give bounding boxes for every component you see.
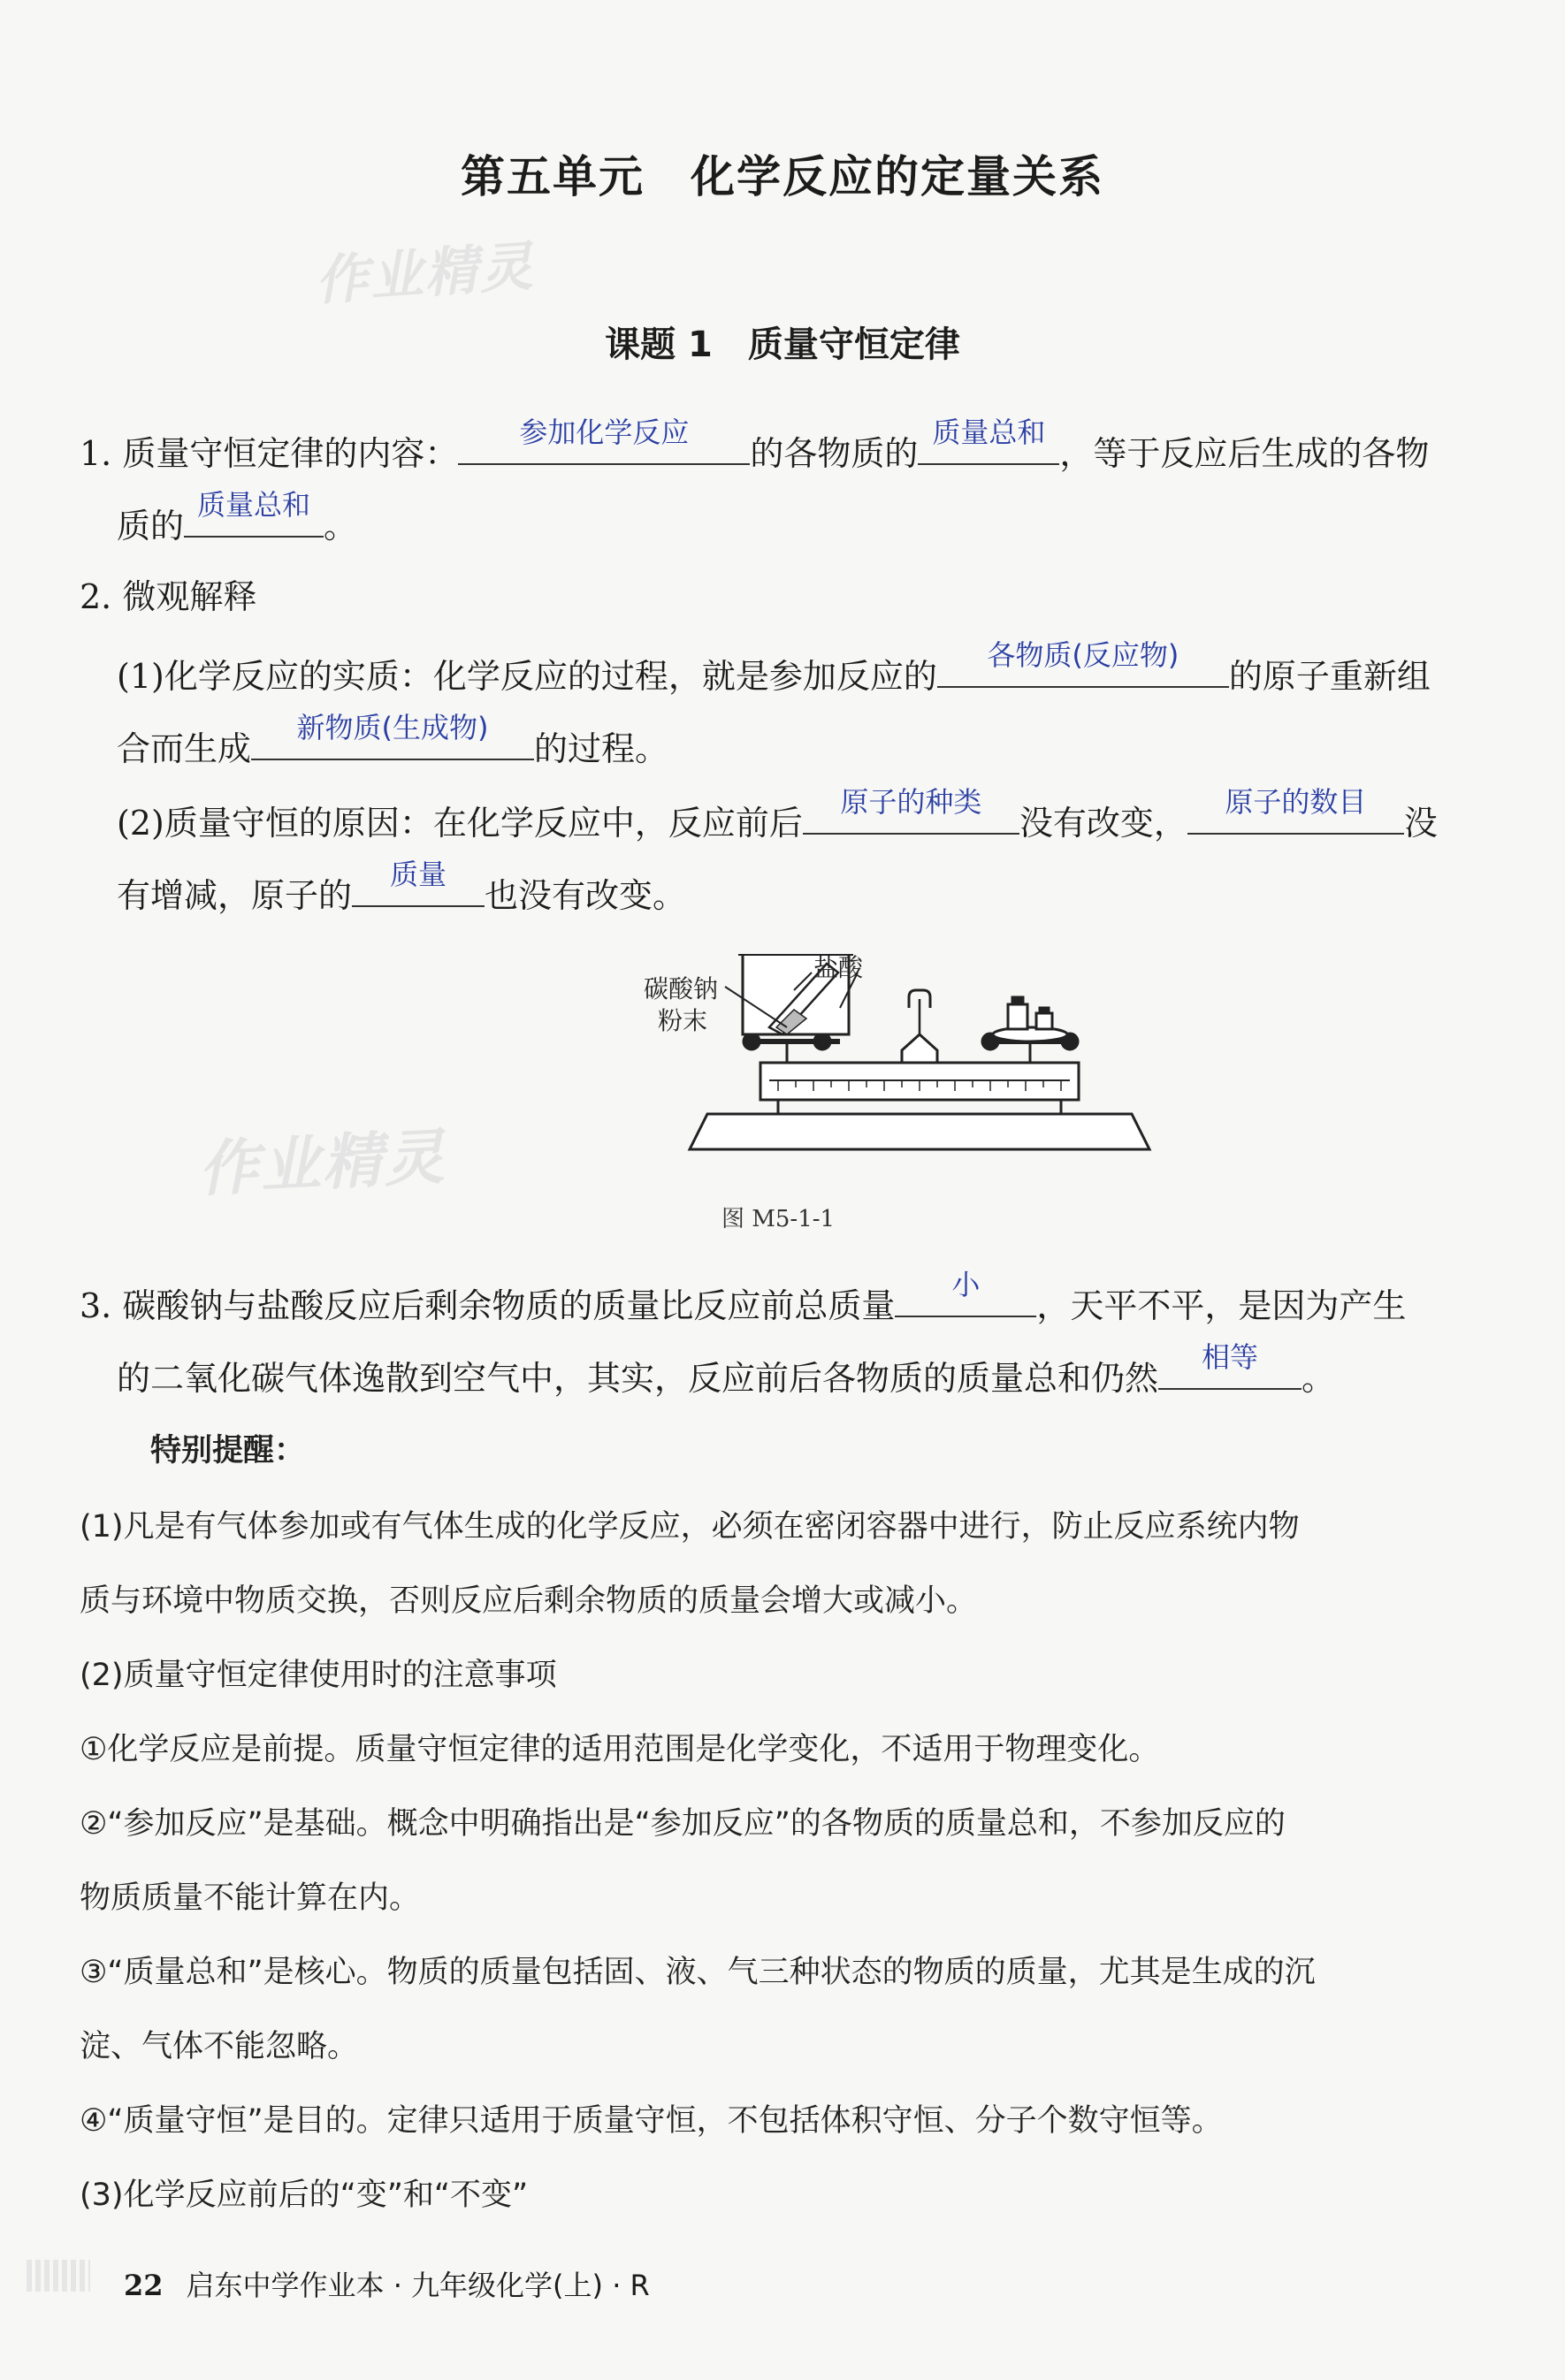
q1-answer-2: 质量总和 <box>932 416 1046 449</box>
label-powder: 粉末 <box>658 1006 708 1035</box>
q3-blank-2 <box>1158 1340 1302 1390</box>
q1-answer-1: 参加化学反应 <box>519 416 690 449</box>
tips-heading: 特别提醒： <box>150 1433 306 1468</box>
tips-line-6: 物质质量不能计算在内。 <box>80 1880 421 1916</box>
q1-line1: 1. 质量守恒定律的内容： 参加化学反应 的各物质的 质量总和 ，等于反应后生成的各物 <box>80 428 1429 476</box>
q2-blank-3 <box>803 785 1019 835</box>
q3-answer-1: 小 <box>951 1268 981 1301</box>
q2-blank-1 <box>937 638 1229 688</box>
q2-blank-5 <box>352 858 485 907</box>
figure-caption: 图 M5-1-1 <box>721 1206 836 1232</box>
label-sodium-carbonate: 碳酸钠 <box>644 974 719 1003</box>
balance-figure <box>637 946 1202 1158</box>
q2-blank-2 <box>251 711 534 760</box>
q1-blank-2 <box>918 416 1059 465</box>
lesson-title: 课题 1 质量守恒定律 <box>605 324 960 365</box>
q2-answer-2: 新物质(生成物) <box>296 711 489 744</box>
q2-answer-5: 质量 <box>390 858 447 891</box>
q2-s1-line1: (1)化学反应的实质：化学反应的过程，就是参加反应的 各物质(反应物) 的原子重新组 <box>117 651 1431 698</box>
q3-blank-1 <box>895 1268 1036 1317</box>
tips-line-5: ②“参加反应”是基础。概念中明确指出是“参加反应”的各物质的质量总和，不参加反应的 <box>80 1806 1286 1842</box>
q2-answer-3: 原子的种类 <box>840 785 982 819</box>
tips-line-7: ③“质量总和”是核心。物质的质量包括固、液、气三种状态的物质的质量，尤其是生成的沉 <box>80 1955 1316 1990</box>
q1-blank-1 <box>458 416 750 465</box>
q2-answer-1: 各物质(反应物) <box>987 638 1179 672</box>
q2-s2-line1: (2)质量守恒的原因：在化学反应中，反应前后 原子的种类 没有改变， 原子的数目 没 <box>117 797 1438 845</box>
watermark-middle: 作业精灵 <box>196 1122 448 1206</box>
q3-line1: 3. 碳酸钠与盐酸反应后剩余物质的质量比反应前总质量 小 ，天平不平，是因为产生 <box>80 1280 1406 1328</box>
footer <box>124 2263 650 2304</box>
q2-s1-line2: 合而生成 新物质(生成物) 的过程。 <box>117 723 668 771</box>
q2-answer-4: 原子的数目 <box>1225 785 1367 819</box>
watermark-top: 作业精灵 <box>313 235 537 313</box>
q1-line2: 质的 质量总和 。 <box>117 500 357 548</box>
q2-blank-4 <box>1187 785 1404 835</box>
tips-line-8: 淀、气体不能忽略。 <box>80 2029 359 2064</box>
tips-line-10: (3)化学反应前后的“变”和“不变” <box>80 2178 529 2213</box>
book-title: 启东中学作业本 · 九年级化学(上) · R <box>186 2269 650 2302</box>
q2-head: 2. 微观解释 <box>80 577 257 616</box>
balance-diagram <box>637 946 1202 1158</box>
unit-title: 第五单元 化学反应的定量关系 <box>461 151 1104 202</box>
tips-line-4: ①化学反应是前提。质量守恒定律的适用范围是化学变化，不适用于物理变化。 <box>80 1732 1160 1767</box>
q2-s2-line2: 有增减，原子的 质量 也没有改变。 <box>117 870 686 918</box>
q3-line2: 的二氧化碳气体逸散到空气中，其实，反应前后各物质的质量总和仍然 相等 。 <box>117 1353 1335 1400</box>
tips-line-3: (2)质量守恒定律使用时的注意事项 <box>80 1658 557 1693</box>
tips-line-2: 质与环境中物质交换，否则反应后剩余物质的质量会增大或减小。 <box>80 1583 978 1619</box>
q1-answer-3: 质量总和 <box>197 488 311 522</box>
q3-answer-2: 相等 <box>1202 1340 1259 1374</box>
balance-base <box>690 1114 1149 1149</box>
label-hydrochloric-acid: 盐酸 <box>813 953 864 982</box>
footer-decoration <box>27 2260 90 2292</box>
tips-line-9: ④“质量守恒”是目的。定律只适用于质量守恒，不包括体积守恒、分子个数守恒等。 <box>80 2103 1223 2139</box>
page-number: 22 <box>124 2269 164 2302</box>
tips-line-1: (1)凡是有气体参加或有气体生成的化学反应，必须在密闭容器中进行，防止反应系统内物 <box>80 1509 1300 1545</box>
